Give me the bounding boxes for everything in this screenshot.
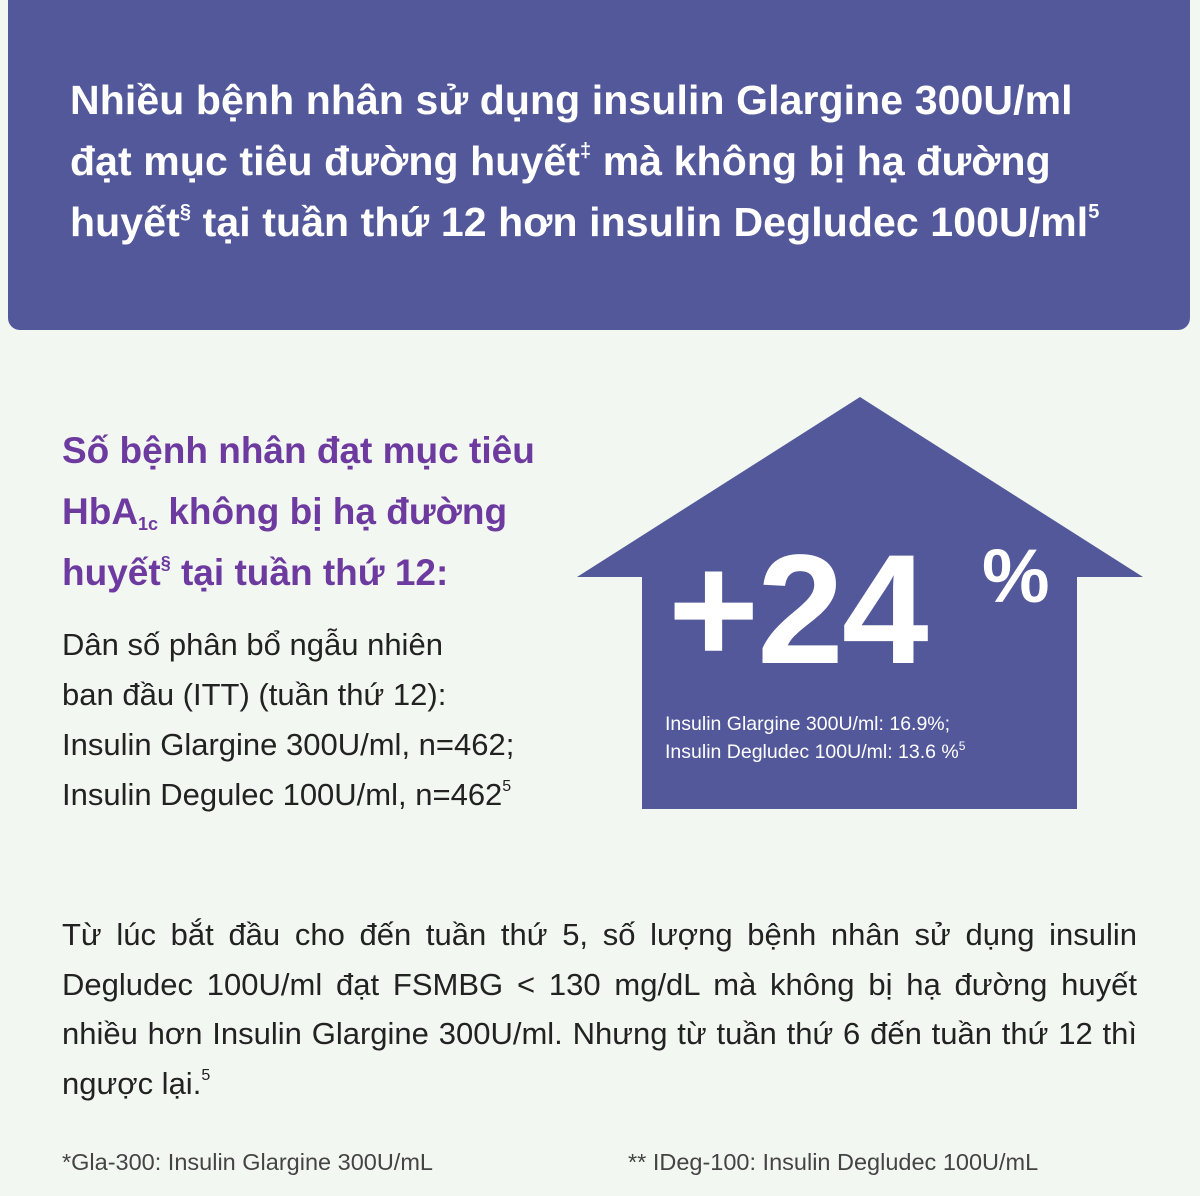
footnote-mark: ‡ — [579, 140, 592, 162]
title-line-1: Nhiều bệnh nhân sử dụng insulin Glargine 300U/ml — [70, 77, 1073, 123]
section-heading: Số bệnh nhân đạt mục tiêu HbA$_{1c}$ không bị hạ đường huyết§ tại tuần thứ 12: — [62, 430, 535, 593]
title-line-2: đạt mục tiêu đường huyết‡ mà không bị hạ đường — [70, 138, 1051, 184]
reference-mark: 5 — [958, 739, 966, 753]
footnote-gla300: *Gla-300: Insulin Glargine 300U/mL — [62, 1149, 433, 1175]
footnote-ideg100: ** IDeg-100: Insulin Degludec 100U/mL — [628, 1149, 1039, 1175]
page-title — [70, 70, 1180, 253]
increase-value: +24 — [668, 523, 927, 697]
body-paragraph: Từ lúc bắt đầu cho đến tuần thứ 5, số lượng bệnh nhân sử dụng insulin Degludec 100U/ml đạt FSMBG < 130 mg/dL mà không bị hạ đường huyết nhiều hơn Insulin Glargine 300U/ml. Nhưng từ tuần thứ 6 đến tuần thứ 12 thì ngược lại.$^5$ — [62, 917, 1137, 1101]
footnote-mark: § — [179, 201, 192, 223]
header-banner — [8, 0, 1190, 330]
comparison-stats: Insulin Glargine 300U/ml: 16.9%; Insulin Degludec 100U/ml: 13.6 %$^5$ — [665, 713, 966, 763]
reference-mark: 5 — [502, 778, 512, 795]
reference-mark: 5 — [201, 1066, 211, 1084]
reference-mark: 5 — [1088, 201, 1100, 223]
population-info: Dân số phân bổ ngẫu nhiên ban đầu (ITT) (tuần thứ 12): Insulin Glargine 300U/ml, n=462; Insulin Degulec 100U/ml, $n=462^5$ — [62, 627, 515, 812]
percent-sign: % — [982, 534, 1050, 619]
title-line-3: huyết§ tại tuần thứ 12 hơn insulin Degludec $100U/ml^5$ — [70, 199, 1100, 245]
